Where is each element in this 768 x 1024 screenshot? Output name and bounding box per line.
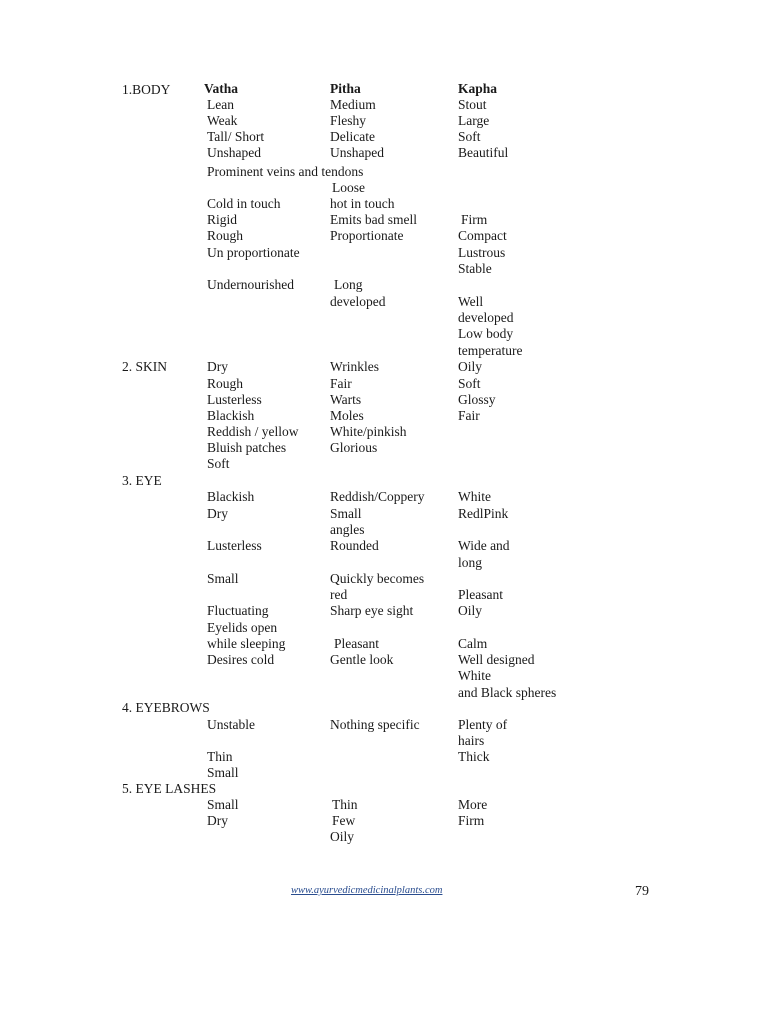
- eye-kapha-cell: RedlPink: [458, 506, 509, 521]
- body-kapha-cell: Stout: [458, 97, 487, 112]
- eye-kapha-cell: White: [458, 668, 491, 683]
- eyelashes-vatha-cell: Dry: [207, 813, 228, 828]
- skin-vatha-cell: Blackish: [207, 408, 255, 423]
- skin-kapha-cell: Fair: [458, 408, 480, 423]
- eye-pitha-cell: red: [330, 587, 348, 602]
- body-vatha-cell: Un proportionate: [207, 245, 300, 260]
- eye-pitha-cell: Reddish/Coppery: [330, 489, 425, 504]
- body-kapha-cell: temperature: [458, 343, 523, 358]
- skin-kapha-cell: Glossy: [458, 392, 496, 407]
- eye-vatha-cell: Blackish: [207, 489, 255, 504]
- body-vatha-cell: Cold in touch: [207, 196, 281, 211]
- body-pitha-cell: developed: [330, 294, 386, 309]
- skin-kapha-cell: Soft: [458, 376, 481, 391]
- eye-pitha-cell: Small: [330, 506, 362, 521]
- skin-vatha-cell: Soft: [207, 456, 230, 471]
- skin-vatha-cell: Bluish patches: [207, 440, 287, 455]
- eye-vatha-cell: Desires cold: [207, 652, 275, 667]
- eyebrows-pitha-cell: Nothing specific: [330, 717, 420, 732]
- body-vatha-cell: Undernourished: [207, 277, 294, 292]
- eye-kapha-cell: and Black spheres: [458, 685, 557, 700]
- body-pitha-cell: Proportionate: [330, 228, 404, 243]
- body-vatha-cell: Unshaped: [207, 145, 261, 160]
- eyelashes-vatha-cell: Small: [207, 797, 239, 812]
- section-eyebrows: 4. EYEBROWS: [122, 700, 210, 715]
- body-vatha-cell: Lean: [207, 97, 234, 112]
- body-pitha-cell: hot in touch: [330, 196, 395, 211]
- section-eye: 3. EYE: [122, 473, 162, 488]
- footer-website-link[interactable]: www.ayurvedicmedicinalplants.com: [291, 885, 443, 896]
- body-pitha-cell: Loose: [332, 180, 365, 195]
- body-kapha-cell: Firm: [461, 212, 488, 227]
- eyelashes-pitha-cell: Oily: [330, 829, 355, 844]
- eye-pitha-cell: angles: [330, 522, 365, 537]
- body-kapha-cell: developed: [458, 310, 514, 325]
- eye-kapha-cell: long: [458, 555, 483, 570]
- eyelashes-pitha-cell: Few: [332, 813, 356, 828]
- eye-kapha-cell: White: [458, 489, 491, 504]
- section-skin: 2. SKIN: [122, 359, 168, 374]
- skin-vatha-cell: Lusterless: [207, 392, 262, 407]
- body-kapha-cell: Large: [458, 113, 490, 128]
- body-pitha-cell: Delicate: [330, 129, 375, 144]
- eye-pitha-cell: Quickly becomes: [330, 571, 425, 586]
- header-kapha: Kapha: [458, 81, 498, 96]
- eye-vatha-cell: while sleeping: [207, 636, 286, 651]
- skin-kapha-cell: Oily: [458, 359, 483, 374]
- eye-kapha-cell: Wide and: [458, 538, 510, 553]
- eye-pitha-cell: Pleasant: [334, 636, 379, 651]
- eye-vatha-cell: Lusterless: [207, 538, 262, 553]
- skin-vatha-cell: Rough: [207, 376, 244, 391]
- eye-pitha-cell: Sharp eye sight: [330, 603, 414, 618]
- skin-pitha-cell: Moles: [330, 408, 364, 423]
- eye-pitha-cell: Rounded: [330, 538, 379, 553]
- skin-pitha-cell: Warts: [330, 392, 362, 407]
- body-kapha-cell: Lustrous: [458, 245, 506, 260]
- body-vatha-cell: Rigid: [207, 212, 238, 227]
- eyebrows-vatha-cell: Small: [207, 765, 239, 780]
- body-pitha-cell: Long: [334, 277, 363, 292]
- body-kapha-cell: Low body: [458, 326, 514, 341]
- eye-pitha-cell: Gentle look: [330, 652, 394, 667]
- eyelashes-pitha-cell: Thin: [332, 797, 358, 812]
- eyebrows-kapha-cell: Thick: [458, 749, 490, 764]
- eye-vatha-cell: Eyelids open: [207, 620, 278, 635]
- eyebrows-vatha-cell: Thin: [207, 749, 233, 764]
- body-kapha-cell: Well: [458, 294, 484, 309]
- skin-pitha-cell: White/pinkish: [330, 424, 407, 439]
- eye-vatha-cell: Small: [207, 571, 239, 586]
- eyebrows-kapha-cell: hairs: [458, 733, 485, 748]
- eye-vatha-cell: Dry: [207, 506, 228, 521]
- section-eyelashes: 5. EYE LASHES: [122, 781, 217, 796]
- eyelashes-kapha-cell: Firm: [458, 813, 485, 828]
- body-pitha-cell: Emits bad smell: [330, 212, 417, 227]
- body-vatha-cell: Prominent veins and tendons: [207, 164, 364, 179]
- body-kapha-cell: Soft: [458, 129, 481, 144]
- eye-kapha-cell: Calm: [458, 636, 488, 651]
- body-pitha-cell: Unshaped: [330, 145, 384, 160]
- eye-kapha-cell: Pleasant: [458, 587, 503, 602]
- body-kapha-cell: Compact: [458, 228, 507, 243]
- skin-vatha-cell: Dry: [207, 359, 228, 374]
- body-vatha-cell: Rough: [207, 228, 244, 243]
- page-number: 79: [635, 884, 649, 899]
- header-pitha: Pitha: [330, 81, 361, 96]
- skin-vatha-cell: Reddish / yellow: [207, 424, 299, 439]
- section-body: 1.BODY: [122, 82, 171, 97]
- eye-vatha-cell: Fluctuating: [207, 603, 269, 618]
- body-vatha-cell: Tall/ Short: [207, 129, 265, 144]
- skin-pitha-cell: Fair: [330, 376, 352, 391]
- body-kapha-cell: Stable: [458, 261, 492, 276]
- body-vatha-cell: Weak: [207, 113, 238, 128]
- body-pitha-cell: Fleshy: [330, 113, 367, 128]
- eye-kapha-cell: Well designed: [458, 652, 535, 667]
- eyebrows-kapha-cell: Plenty of: [458, 717, 508, 732]
- eyelashes-kapha-cell: More: [458, 797, 488, 812]
- eyebrows-vatha-cell: Unstable: [207, 717, 255, 732]
- header-vatha: Vatha: [204, 81, 239, 96]
- skin-pitha-cell: Glorious: [330, 440, 378, 455]
- body-kapha-cell: Beautiful: [458, 145, 509, 160]
- body-pitha-cell: Medium: [330, 97, 376, 112]
- eye-kapha-cell: Oily: [458, 603, 483, 618]
- skin-pitha-cell: Wrinkles: [330, 359, 379, 374]
